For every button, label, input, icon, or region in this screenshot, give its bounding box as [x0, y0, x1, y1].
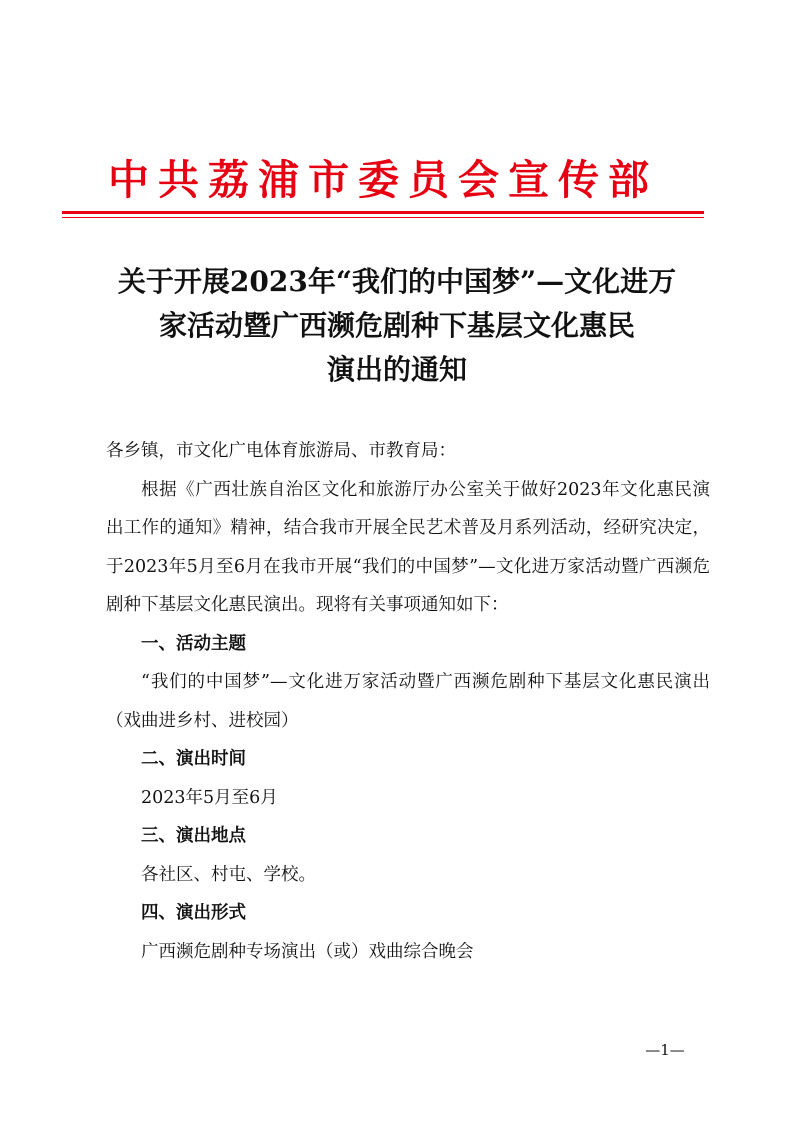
masthead-org-name: 中共荔浦市委员会宣传部 [108, 156, 658, 204]
section-heading-location: 三、演出地点 [141, 826, 246, 846]
addressee: 各乡镇，市文化广电体育旅游局、市教育局： [106, 441, 456, 461]
document-title-line-3: 演出的通知 [326, 353, 467, 386]
masthead-red-rule-thin [62, 217, 704, 218]
document-title-line-1: 关于开展2023年“我们的中国梦”—文化进万 [117, 265, 677, 298]
section-text-time: 2023年5月至6月 [141, 787, 278, 808]
section-heading-time: 二、演出时间 [141, 749, 246, 769]
section-heading-format: 四、演出形式 [141, 903, 246, 923]
section-text-format: 广西濒危剧种专场演出（或）戏曲综合晚会 [141, 941, 474, 962]
section-text-location: 各社区、村屯、学校。 [141, 864, 316, 885]
section-heading-theme: 一、活动主题 [141, 633, 246, 654]
document-title [60, 260, 734, 392]
document-body [106, 432, 710, 971]
section-text-theme: “我们的中国梦”—文化进万家活动暨广西濒危剧种下基层文化惠民演出（戏曲进乡村、进校园） [106, 672, 710, 731]
page-number: —1— [645, 1041, 685, 1059]
intro-paragraph: 根据《广西壮族自治区文化和旅游厅办公室关于做好2023年文化惠民演出工作的通知》精神，结合我市开展全民艺术普及月系列活动，经研究决定，于2023年5月至6月在我市开展“我们的中国梦”—文化进万家活动暨广西濒危剧种下基层文化惠民演出。现将有关事项通知如下： [106, 479, 710, 615]
masthead-red-rule-thick [62, 211, 704, 214]
document-title-line-2: 家活动暨广西濒危剧种下基层文化惠民 [158, 309, 635, 342]
